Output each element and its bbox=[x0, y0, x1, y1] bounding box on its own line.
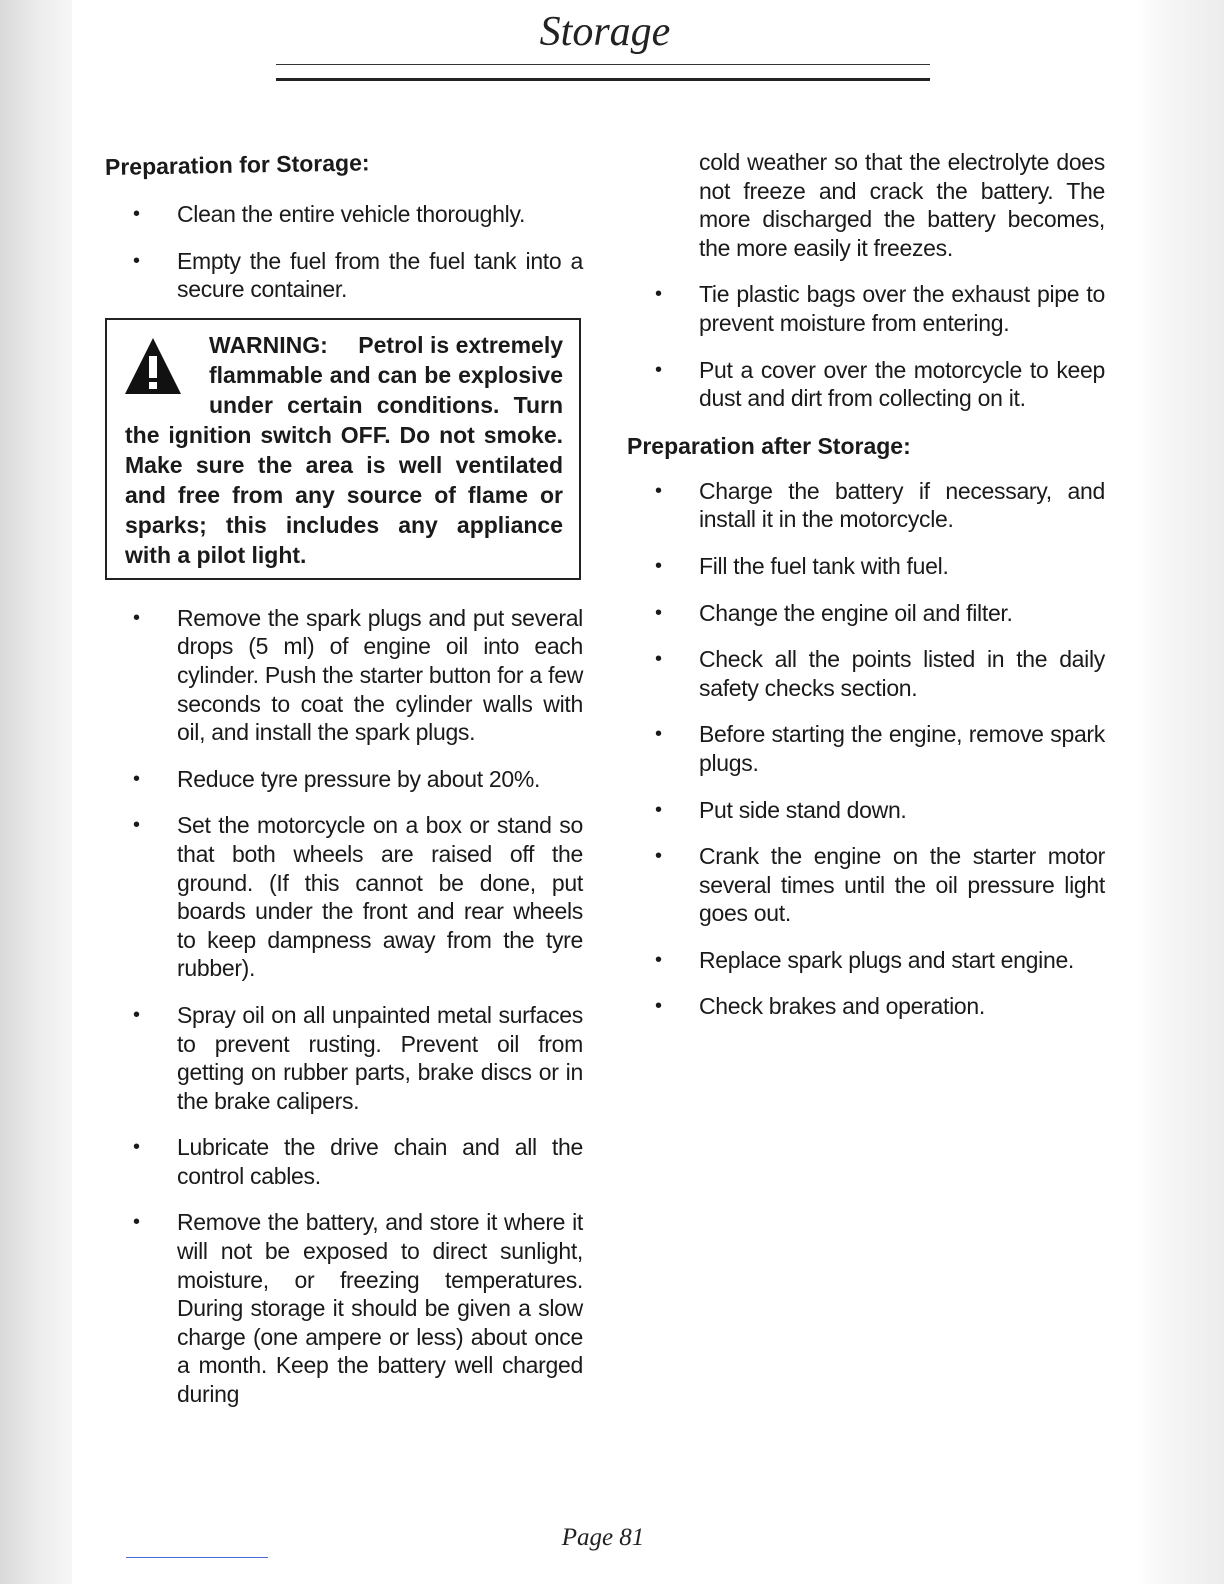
section-heading-preparation-for-storage: Preparation for Storage: bbox=[104, 149, 370, 180]
list-item: • Change the engine oil and filter. bbox=[627, 599, 1105, 628]
list-item: • Crank the engine on the starter motor several times until the oil pressure light goes out. bbox=[627, 842, 1105, 928]
list-item: • Set the motorcycle on a box or stand so that both wheels are raised off the ground. (If this cannot be done, put boards under the front and rear wheels to keep dampness away from the tyre rubber). bbox=[105, 811, 583, 983]
right-column bbox=[627, 148, 1105, 1039]
list-item: • Lubricate the drive chain and all the control cables. bbox=[105, 1133, 583, 1190]
list-item: • Reduce tyre pressure by about 20%. bbox=[105, 765, 583, 794]
list-item: • Clean the entire vehicle thoroughly. bbox=[105, 200, 583, 229]
list-item: • Fill the fuel tank with fuel. bbox=[627, 552, 1105, 581]
warning-triangle-icon bbox=[123, 336, 183, 396]
list-item: • Replace spark plugs and start engine. bbox=[627, 946, 1105, 975]
bullet-list-before-warning bbox=[105, 200, 583, 304]
bottom-margin-mark bbox=[126, 1557, 268, 1558]
list-item: • Charge the battery if necessary, and install it in the motorcycle. bbox=[627, 477, 1105, 534]
list-item: • Spray oil on all unpainted metal surfaces to prevent rusting. Prevent oil from getting on rubber parts, brake discs or in the brake calipers. bbox=[105, 1001, 583, 1115]
page-edge-shadow-right bbox=[1136, 0, 1224, 1584]
warning-label: WARNING: bbox=[209, 331, 328, 358]
page-number: Page 81 bbox=[561, 1524, 645, 1551]
list-item: • Check all the points listed in the daily safety checks section. bbox=[627, 645, 1105, 702]
title-rule-thick bbox=[276, 78, 930, 81]
list-item: • Before starting the engine, remove spark plugs. bbox=[627, 720, 1105, 777]
bullet-list-storage-continued bbox=[627, 280, 1105, 412]
list-item: • Tie plastic bags over the exhaust pipe to prevent moisture from entering. bbox=[627, 280, 1105, 337]
list-item: • Put a cover over the motorcycle to keep dust and dirt from collecting on it. bbox=[627, 356, 1105, 413]
warning-text: Petrol is extremely flammable and can be explosive under certain conditions. Turn the ignition switch OFF. Do not smoke. Make sure the area is well ventilated and free from any source of flame or sparks; this includes any appliance with a pilot light. bbox=[125, 331, 563, 568]
page-edge-shadow-left bbox=[0, 0, 72, 1584]
list-item: • Empty the fuel from the fuel tank into a secure container. bbox=[105, 247, 583, 304]
continued-paragraph: cold weather so that the electrolyte does not freeze and crack the battery. The more discharged the battery becomes, the more easily it freezes. bbox=[699, 149, 1105, 261]
list-item: • Remove the spark plugs and put several drops (5 ml) of engine oil into each cylinder. Push the starter button for a few seconds to coat the cylinder walls with oil, and install the spark plugs. bbox=[105, 604, 583, 747]
list-item: • Put side stand down. bbox=[627, 796, 1105, 825]
list-item: • Check brakes and operation. bbox=[627, 992, 1105, 1021]
left-column bbox=[105, 148, 583, 1427]
bullet-list-after-warning bbox=[105, 604, 583, 1409]
list-item: • Remove the battery, and store it where it will not be exposed to direct sunlight, moisture, or freezing temperatures. During storage it should be given a slow charge (one ampere or less) about once a month. Keep the battery well charged during bbox=[105, 1208, 583, 1408]
page-title: Storage bbox=[539, 9, 671, 55]
bullet-list-after-storage bbox=[627, 477, 1105, 1021]
section-heading-preparation-after-storage: Preparation after Storage: bbox=[627, 432, 911, 459]
title-rule-thin bbox=[276, 64, 930, 65]
warning-box bbox=[105, 318, 581, 580]
